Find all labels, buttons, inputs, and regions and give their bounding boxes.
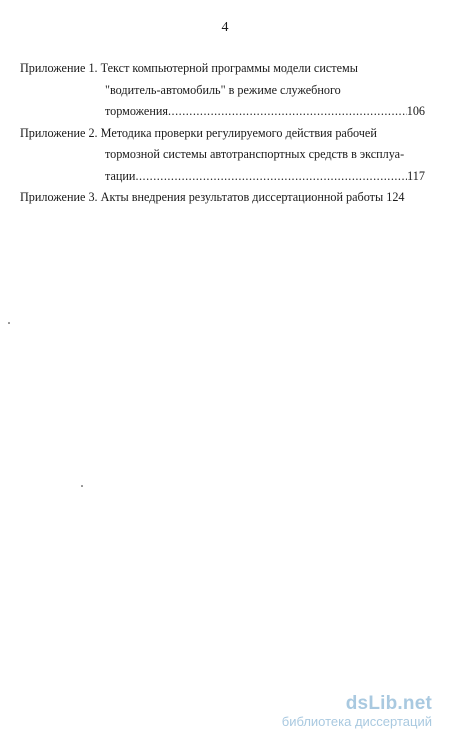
toc-entry-line: Приложение 2. Методика проверки регулируемого действия рабочей — [20, 125, 377, 140]
dot-leader — [135, 166, 407, 188]
toc-entry-line: тации — [105, 168, 136, 183]
toc-entry-line: Приложение 1. Текст компьютерной программы модели системы — [20, 61, 358, 75]
toc-entry-line: Приложение 3. Акты внедрения результатов диссертационной работы 124 — [20, 190, 405, 204]
toc-entry-line: торможения — [105, 104, 168, 118]
watermark — [282, 694, 432, 729]
toc-page-number: 106 — [406, 104, 425, 118]
dot-leader — [168, 101, 407, 123]
toc-page-number: 117 — [407, 168, 425, 183]
table-of-contents — [20, 58, 425, 209]
toc-entry-appendix-2 — [20, 123, 425, 188]
scan-speck — [81, 485, 83, 487]
watermark-tagline: библиотека диссертаций — [281, 713, 432, 729]
toc-entry-line: тормозной системы автотранспортных средств в эксплуа- — [105, 147, 405, 161]
page-number: 4 — [221, 20, 229, 35]
watermark-brand: dsLib.net — [345, 692, 432, 714]
toc-entry-appendix-1 — [20, 58, 425, 123]
toc-entry-leader-line — [20, 166, 425, 188]
scan-speck — [8, 322, 10, 324]
toc-entry-line: "водитель-автомобиль" в режиме служебного — [105, 82, 341, 97]
toc-entry-leader-line — [20, 101, 425, 123]
toc-entry-appendix-3 — [20, 187, 425, 209]
